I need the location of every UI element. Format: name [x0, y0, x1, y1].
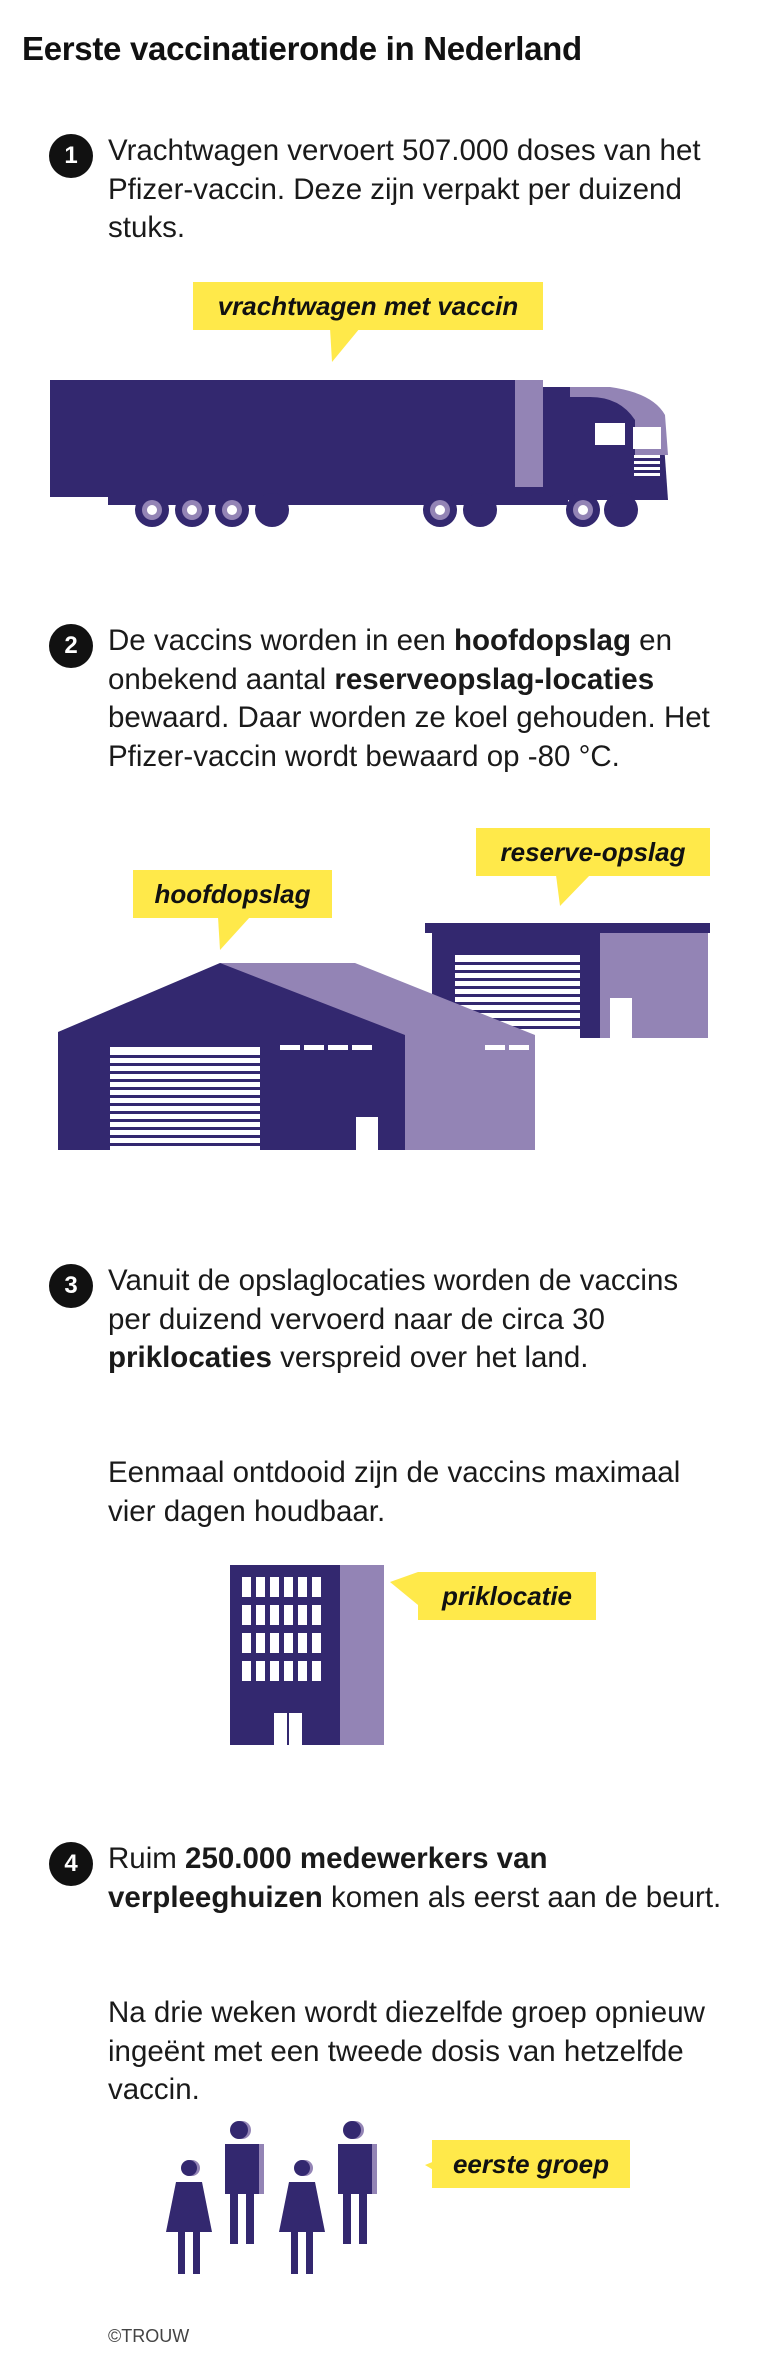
main-storage-callout: hoofdopslag	[133, 870, 332, 918]
step-2-badge: 2	[49, 624, 93, 668]
step-2-seg3: bewaard. Daar worden ze koel gehouden. Het Pfizer-vaccin wordt bewaard op -80 °C.	[108, 701, 710, 773]
step-4-seg1: Ruim	[108, 1842, 186, 1875]
step-3-badge: 3	[49, 1264, 93, 1308]
reserve-storage-callout: reserve-opslag	[476, 828, 710, 876]
page-title: Eerste vaccinatieronde in Nederland	[22, 30, 582, 67]
step-3-bold1: priklocaties	[108, 1341, 272, 1374]
vaccination-site-callout: priklocatie	[418, 1572, 596, 1620]
step-2-seg2: en onbekend aantal	[108, 624, 672, 696]
step-3-text	[108, 1262, 728, 1378]
first-group-callout: eerste groep	[432, 2140, 630, 2188]
step-4-seg2: komen als eerst aan de beurt.	[322, 1880, 722, 1914]
reserve-storage-callout-pointer	[556, 875, 590, 906]
truck-callout: vrachtwagen met vaccin	[193, 282, 543, 330]
step-4-badge: 4	[49, 1842, 93, 1886]
step-4-bold1: 250.000 medewerkers van verpleeghuizen	[108, 1842, 548, 1914]
step-4-text-2: Na drie weken wordt diezelfde groep opnieuw ingeënt met een tweede dosis van hetzelfde vaccin.	[108, 1996, 705, 2106]
step-3-seg1: Vanuit de opslaglocaties worden de vaccins per duizend vervoerd naar de circa 30	[108, 1264, 679, 1336]
man-icon	[338, 2121, 377, 2244]
step-2-bold1: hoofdopslag	[454, 624, 631, 657]
step-2-text	[108, 622, 728, 776]
step-2-bold2: reserveopslag-locaties	[334, 662, 655, 696]
truck-illustration	[50, 375, 680, 535]
step-1-badge: 1	[49, 134, 93, 178]
step-1-text: Vrachtwagen vervoert 507.000 doses van het Pfizer-vaccin. Deze zijn verpakt per duizend stuks.	[108, 134, 701, 244]
warehouse-illustration	[0, 905, 763, 1165]
site-callout-pointer	[390, 1572, 418, 1605]
step-3-seg2: verspreid over het land.	[271, 1341, 589, 1374]
step-2-seg1: De vaccins worden in een	[108, 624, 454, 657]
truck-callout-pointer	[330, 328, 360, 362]
credit: ©TROUW	[108, 2326, 190, 2346]
vaccination-site-building	[230, 1565, 390, 1750]
truck-trailer	[50, 380, 520, 487]
woman-icon	[166, 2160, 212, 2274]
step-3-text-2: Eenmaal ontdooid zijn de vaccins maximaal vier dagen houdbaar.	[108, 1456, 681, 1528]
people-group-illustration	[160, 2120, 390, 2280]
step-4-text	[108, 1840, 728, 1917]
woman-icon	[279, 2160, 325, 2274]
man-icon	[225, 2121, 264, 2244]
